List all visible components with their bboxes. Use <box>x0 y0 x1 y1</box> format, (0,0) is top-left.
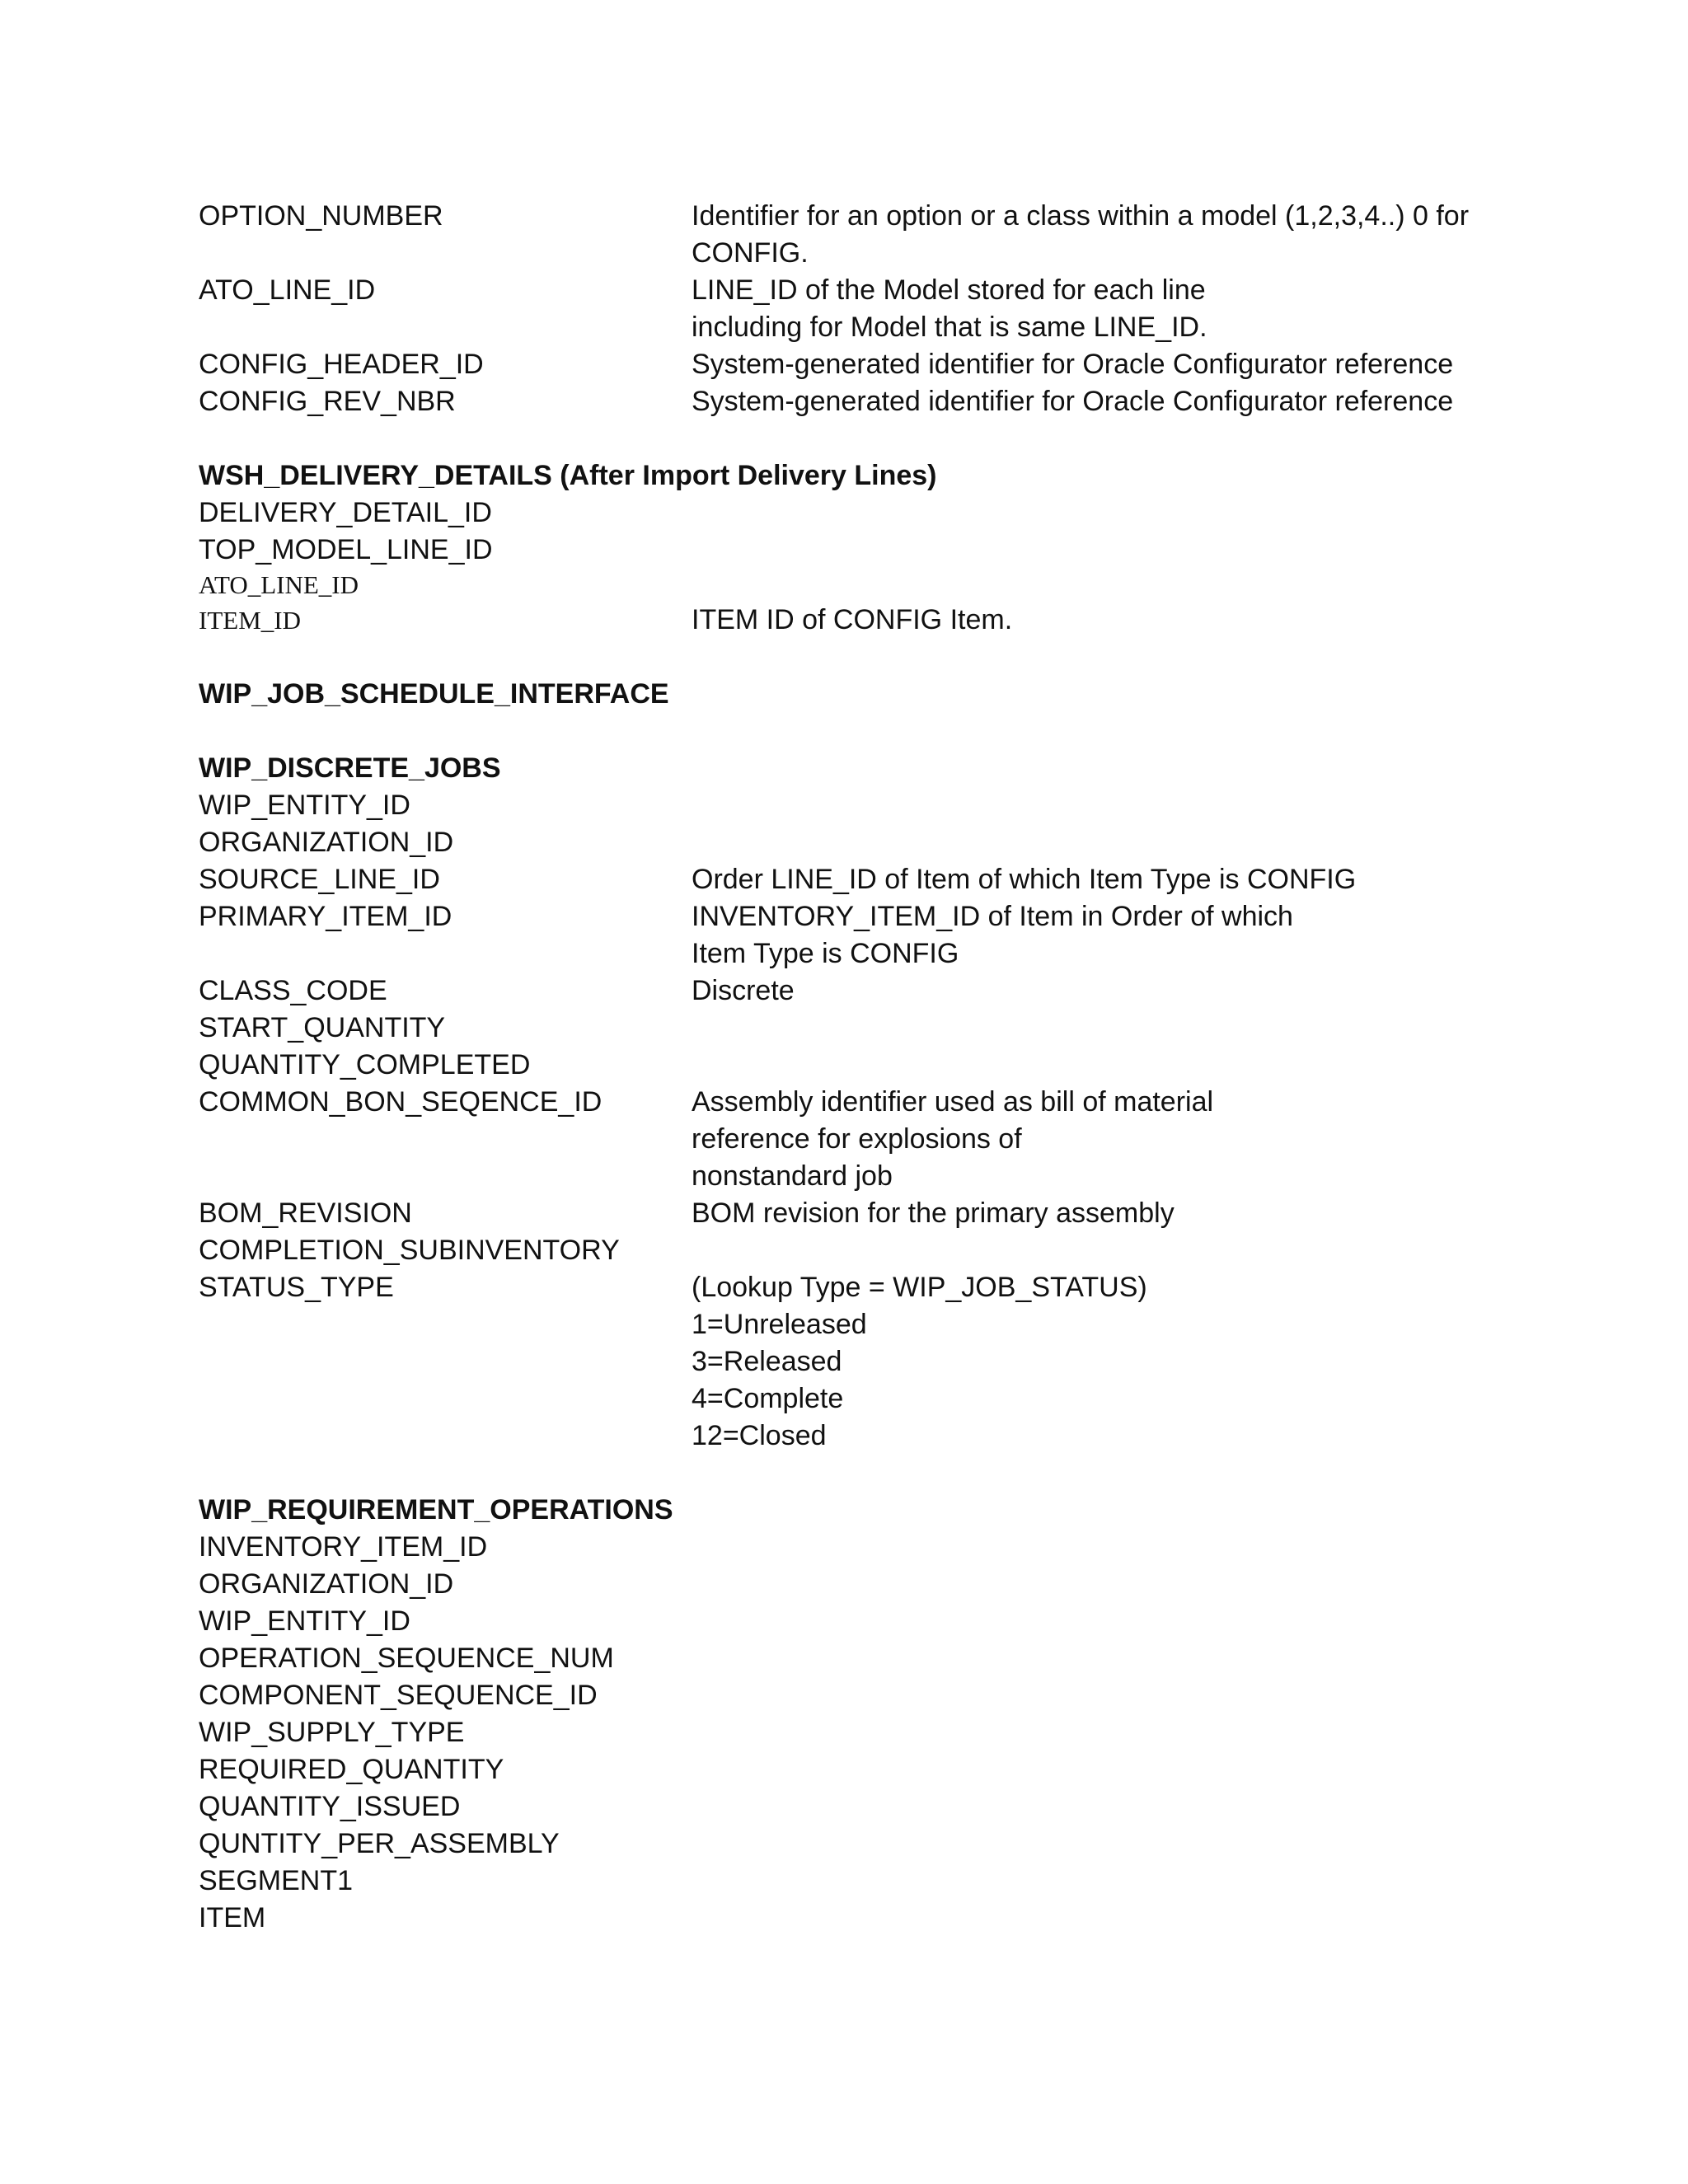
field-row <box>199 1751 1517 1788</box>
field-row <box>199 1232 1517 1269</box>
field-name: STATUS_TYPE <box>199 1272 394 1303</box>
spacer <box>199 713 1517 750</box>
description-line: 12=Closed <box>692 1420 827 1451</box>
description-line: INVENTORY_ITEM_ID of Item in Order of which <box>692 901 1293 932</box>
section-wip-discrete-jobs <box>199 750 1517 1455</box>
field-row <box>199 1010 1517 1047</box>
description-line: Item Type is CONFIG <box>692 938 959 969</box>
field-row <box>199 1714 1517 1751</box>
field-row <box>199 1084 1517 1195</box>
field-row <box>199 383 1517 420</box>
field-name: WIP_SUPPLY_TYPE <box>199 1717 465 1748</box>
field-description <box>692 346 1517 383</box>
field-row <box>199 824 1517 861</box>
field-description <box>692 1269 1517 1455</box>
field-table-order-lines <box>199 198 1517 420</box>
description-line: LINE_ID of the Model stored for each line <box>692 274 1206 306</box>
field-row <box>199 898 1517 972</box>
section-heading: WIP_DISCRETE_JOBS <box>199 752 501 784</box>
description-line: System-generated identifier for Oracle Configurator reference <box>692 386 1454 417</box>
field-row <box>199 1195 1517 1232</box>
section-wip-requirement-operations <box>199 1492 1517 1937</box>
field-name: ITEM_ID <box>199 606 301 635</box>
field-name: COMMON_BON_SEQENCE_ID <box>199 1086 603 1118</box>
field-name: OPTION_NUMBER <box>199 200 443 232</box>
field-row <box>199 569 1517 602</box>
field-row <box>199 1269 1517 1455</box>
spacer <box>199 420 1517 457</box>
spacer <box>199 1455 1517 1492</box>
field-name: ATO_LINE_ID <box>199 570 359 599</box>
field-name: QUANTITY_COMPLETED <box>199 1049 531 1080</box>
description-line: including for Model that is same LINE_ID. <box>692 312 1207 343</box>
field-row <box>199 198 1517 272</box>
field-row <box>199 972 1517 1010</box>
field-name: ITEM <box>199 1902 266 1933</box>
field-name: ATO_LINE_ID <box>199 274 376 306</box>
description-line: nonstandard job <box>692 1160 893 1192</box>
description-line: CONFIG. <box>692 237 809 269</box>
description-line: 4=Complete <box>692 1383 844 1414</box>
field-name: CLASS_CODE <box>199 975 387 1006</box>
field-row <box>199 1825 1517 1863</box>
field-row <box>199 1788 1517 1825</box>
field-row <box>199 1047 1517 1084</box>
field-description <box>692 1084 1517 1195</box>
field-description <box>692 602 1517 639</box>
section-heading: WSH_DELIVERY_DETAILS (After Import Delivery Lines) <box>199 460 937 491</box>
field-name: DELIVERY_DETAIL_ID <box>199 497 492 528</box>
section-heading: WIP_REQUIREMENT_OPERATIONS <box>199 1494 673 1526</box>
field-row <box>199 787 1517 824</box>
field-name: CONFIG_REV_NBR <box>199 386 456 417</box>
field-name: ORGANIZATION_ID <box>199 827 454 858</box>
field-row <box>199 532 1517 569</box>
section-wsh-delivery-details <box>199 457 1517 639</box>
description-line: reference for explosions of <box>692 1123 1022 1155</box>
description-line: BOM revision for the primary assembly <box>692 1197 1175 1229</box>
section-heading: WIP_JOB_SCHEDULE_INTERFACE <box>199 678 669 710</box>
field-name: START_QUANTITY <box>199 1012 446 1043</box>
description-line: 3=Released <box>692 1346 842 1377</box>
field-name: OPERATION_SEQUENCE_NUM <box>199 1643 614 1674</box>
description-line: Order LINE_ID of Item of which Item Type is CONFIG <box>692 864 1357 895</box>
field-row <box>199 1529 1517 1566</box>
field-name: WIP_ENTITY_ID <box>199 1605 410 1637</box>
field-description <box>692 383 1517 420</box>
field-description <box>692 198 1517 272</box>
field-row <box>199 1900 1517 1937</box>
field-row <box>199 494 1517 532</box>
field-name: COMPONENT_SEQUENCE_ID <box>199 1680 598 1711</box>
field-row <box>199 1566 1517 1603</box>
description-line: (Lookup Type = WIP_JOB_STATUS) <box>692 1272 1147 1303</box>
field-row <box>199 1640 1517 1677</box>
field-row <box>199 1603 1517 1640</box>
field-name: BOM_REVISION <box>199 1197 412 1229</box>
field-description <box>692 898 1517 972</box>
field-name: PRIMARY_ITEM_ID <box>199 901 452 932</box>
field-name: QUANTITY_ISSUED <box>199 1791 461 1822</box>
field-row <box>199 346 1517 383</box>
field-description <box>692 861 1517 898</box>
field-name: CONFIG_HEADER_ID <box>199 349 484 380</box>
description-line: Identifier for an option or a class within a model (1,2,3,4..) 0 for <box>692 200 1470 232</box>
field-name: COMPLETION_SUBINVENTORY <box>199 1235 620 1266</box>
field-description <box>692 972 1517 1010</box>
field-name: WIP_ENTITY_ID <box>199 790 410 821</box>
field-name: ORGANIZATION_ID <box>199 1568 454 1600</box>
document-body <box>199 198 1517 1937</box>
field-name: QUNTITY_PER_ASSEMBLY <box>199 1828 560 1859</box>
field-description <box>692 272 1517 346</box>
spacer <box>199 639 1517 676</box>
field-name: INVENTORY_ITEM_ID <box>199 1531 488 1563</box>
section-wip-job-schedule-interface <box>199 676 1517 713</box>
field-name: TOP_MODEL_LINE_ID <box>199 534 493 565</box>
description-line: Assembly identifier used as bill of material <box>692 1086 1214 1118</box>
field-row <box>199 1677 1517 1714</box>
description-line: Discrete <box>692 975 795 1006</box>
field-row <box>199 272 1517 346</box>
description-line: ITEM ID of CONFIG Item. <box>692 604 1013 635</box>
field-description <box>692 1195 1517 1232</box>
field-name: SOURCE_LINE_ID <box>199 864 440 895</box>
field-row <box>199 861 1517 898</box>
field-row <box>199 1863 1517 1900</box>
field-name: SEGMENT1 <box>199 1865 354 1896</box>
field-row <box>199 602 1517 639</box>
field-name: REQUIRED_QUANTITY <box>199 1754 504 1785</box>
description-line: 1=Unreleased <box>692 1309 867 1340</box>
description-line: System-generated identifier for Oracle Configurator reference <box>692 349 1454 380</box>
